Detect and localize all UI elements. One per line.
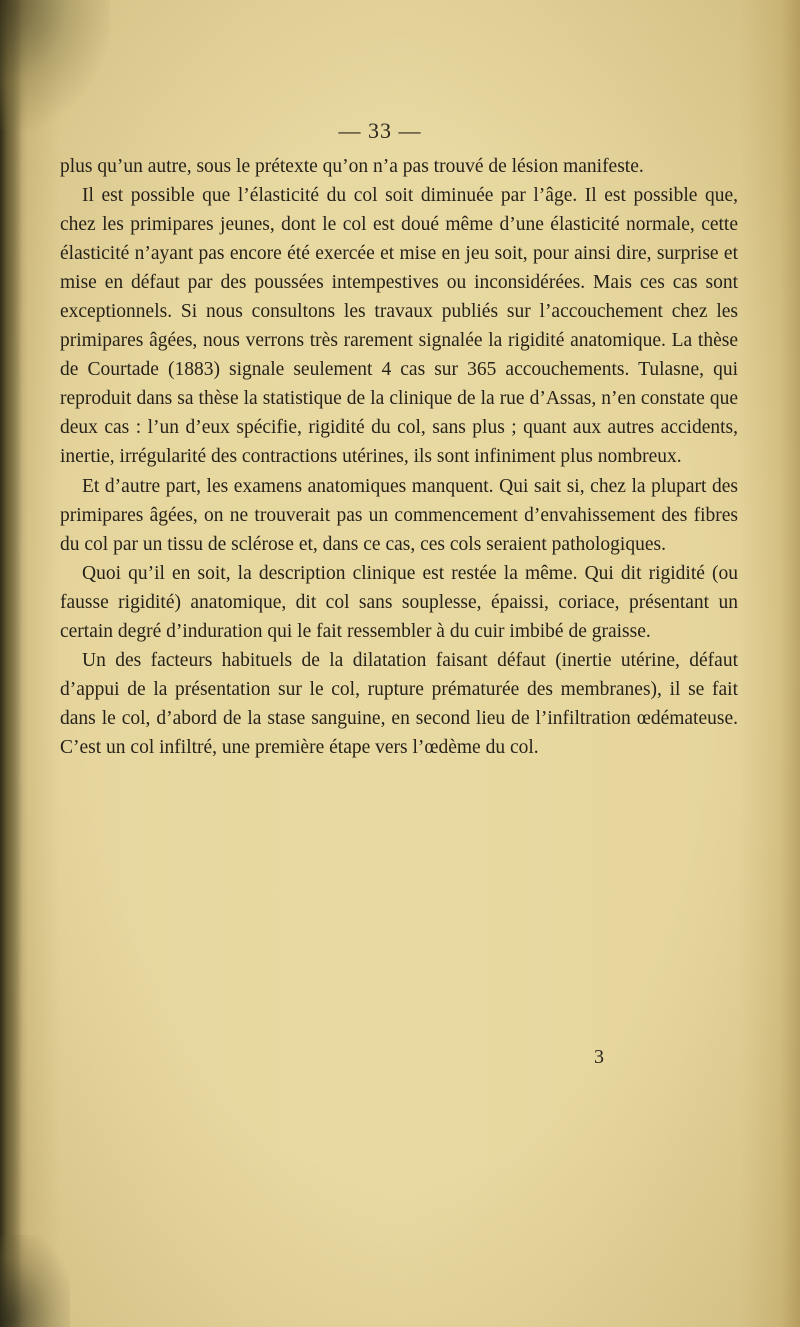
body-text bbox=[60, 152, 738, 762]
signature-mark: 3 bbox=[594, 1046, 604, 1068]
paragraph-anatomical-exams: Et d’autre part, les examens anatomiques manquent. Qui sait si, chez la plupart des primipares âgées, on ne trouverait pas un commencement d’envahissement des fibres du col par un tissu de sclérose et, dans ce cas, ces cols seraient pathologiques. bbox=[60, 475, 738, 555]
page-stain-top bbox=[0, 0, 110, 130]
paragraph-clinical-description: Quoi qu’il en soit, la description clinique est restée la même. Qui dit rigidité (ou fausse rigidité) anatomique, dit col sans souplesse, épaissi, coriace, présentant un certain degré d’induration qui le fait ressembler à du cuir imbibé de graisse. bbox=[60, 562, 738, 642]
page-number: — 33 — bbox=[338, 118, 422, 143]
paragraph-elasticity: Il est possible que l’élasticité du col soit diminuée par l’âge. Il est possible que, chez les primipares jeunes, dont le col est doué même d’une élasticité normale, cette élasticité n’ayant pas encore été exercée et mise en jeu soit, pour ainsi dire, surprise et mise en défaut par des poussées intempestives ou inconsidérées. Mais ces cas sont exceptionnels. Si nous consultons les travaux publiés sur l’accouchement chez les primipares âgées, nous verrons très rarement signalée la rigidité anatomique. La thèse de Courtade (1883) signale seulement 4 cas sur 365 accouchements. Tulasne, qui reproduit dans sa thèse la statistique de la clinique de la rue d’Assas, n’en constate que deux cas : l’un d’eux spécifie, rigidité du col, sans plus ; quant aux autres accidents, inertie, irrégularité des contractions utérines, ils sont infiniment plus nombreux. bbox=[60, 185, 738, 468]
binding-shadow bbox=[0, 0, 22, 1327]
paragraph-continuation: plus qu’un autre, sous le prétexte qu’on n’a pas trouvé de lésion manifeste. bbox=[60, 156, 644, 177]
paragraph-dilatation-factors: Un des facteurs habituels de la dilatation faisant défaut (inertie utérine, défaut d’appui de la présentation sur le col, rupture prématurée des membranes), il se fait dans le col, d’abord de la stase sanguine, en second lieu de l’infiltration œdémateuse. C’est un col infiltré, une première étape vers l’œdème du col. bbox=[60, 649, 738, 758]
page-stain-bottom bbox=[0, 1235, 70, 1327]
